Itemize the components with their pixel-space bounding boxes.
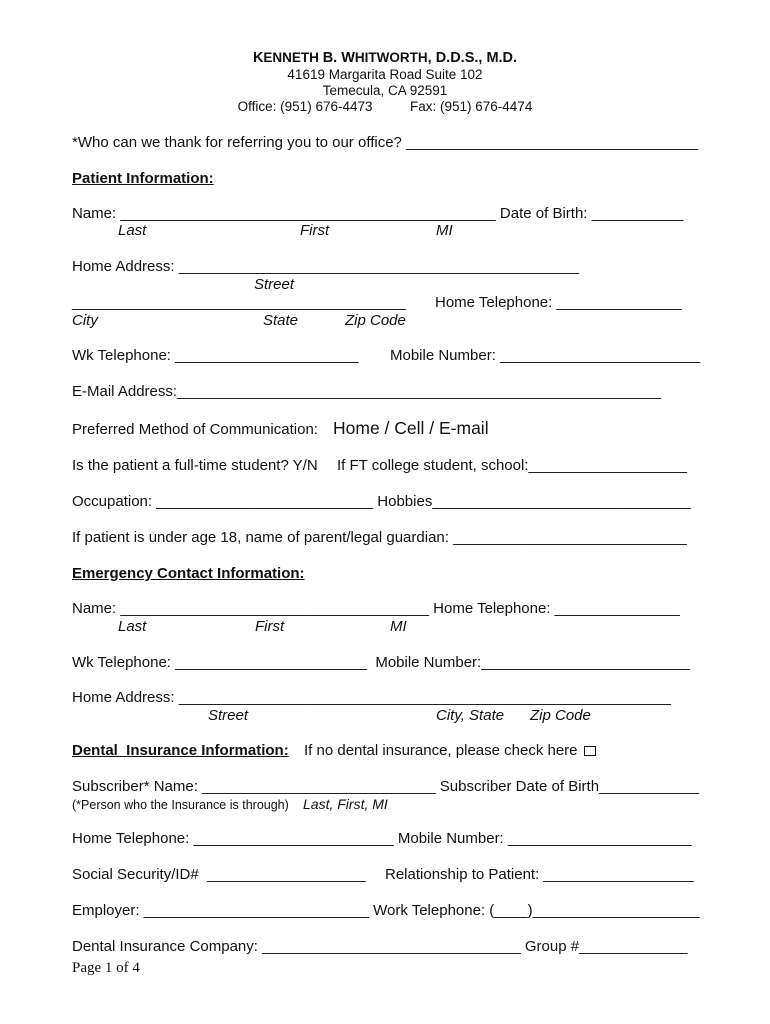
no-insurance-label: If no dental insurance, please check here: [304, 742, 578, 759]
patient-name-field[interactable]: Name: _____________________________________________ Date of Birth: ___________: [72, 205, 684, 222]
practice-address-line1: 41619 Margarita Road Suite 102: [287, 67, 483, 82]
referral-field[interactable]: *Who can we thank for referring you to our office? ___________________________________: [72, 134, 699, 151]
practice-name-part: B. W: [322, 50, 355, 66]
subscriber-home-mobile-field[interactable]: Home Telephone: ________________________ Mobile Number: ______________________: [72, 830, 692, 847]
emergency-mi-label: MI: [390, 618, 407, 635]
no-insurance-checkbox[interactable]: [584, 746, 596, 756]
patient-mobile-field[interactable]: Mobile Number: ________________________: [390, 347, 701, 364]
practice-name-part: K: [252, 50, 264, 66]
patient-state-label: State: [263, 312, 299, 329]
ssn-field[interactable]: Social Security/ID# ___________________: [72, 866, 366, 883]
emergency-home-address-field[interactable]: Home Address: ___________________________________________________________: [72, 689, 671, 706]
practice-name: [0, 49, 770, 67]
relationship-field[interactable]: Relationship to Patient: __________________: [385, 866, 694, 883]
preferred-communication-label: Preferred Method of Communication:: [72, 421, 318, 438]
practice-name-part: , D.D.S., M.D.: [427, 50, 518, 66]
patient-city-state-zip-field[interactable]: ________________________________________: [72, 294, 406, 311]
full-time-student-field[interactable]: Is the patient a full-time student? Y/N: [72, 457, 318, 474]
patient-wk-telephone-field[interactable]: Wk Telephone: ______________________: [72, 347, 359, 364]
emergency-name-field[interactable]: Name: _____________________________________ Home Telephone: _______________: [72, 600, 680, 617]
patient-info-heading: Patient Information:: [72, 170, 214, 187]
insurance-company-group-field[interactable]: Dental Insurance Company: _______________________________ Group #_____________: [72, 938, 688, 955]
practice-phones: Office: (951) 676-4473 Fax: (951) 676-4474: [237, 99, 533, 114]
emergency-contact-heading: Emergency Contact Information:: [72, 565, 305, 582]
dental-insurance-heading: Dental Insurance Information:: [72, 742, 289, 759]
patient-name-mi-label: MI: [436, 222, 453, 239]
patient-home-address-field[interactable]: Home Address: ________________________________________________: [72, 258, 580, 275]
page-number: Page 1 of 4: [72, 960, 140, 976]
preferred-communication-options[interactable]: Home / Cell / E-mail: [333, 418, 489, 438]
emergency-wk-mobile-field[interactable]: Wk Telephone: _______________________ Mobile Number:_________________________: [72, 654, 690, 671]
emergency-last-label: Last: [118, 618, 147, 635]
patient-zip-label: Zip Code: [345, 312, 406, 329]
practice-name-part: HITWORTH: [354, 50, 428, 65]
college-school-field[interactable]: If FT college student, school:___________________: [337, 457, 687, 474]
patient-name-last-label: Last: [118, 222, 147, 239]
employer-work-telephone-field[interactable]: Employer: ___________________________ Work Telephone: (____)____________________: [72, 902, 700, 919]
practice-address-line2: Temecula, CA 92591: [322, 83, 448, 98]
subscriber-note: (*Person who the Insurance is through): [72, 798, 289, 812]
emergency-city-state-label: City, State: [436, 707, 505, 724]
patient-city-label: City: [72, 312, 98, 329]
patient-home-telephone-field[interactable]: Home Telephone: _______________: [435, 294, 682, 311]
practice-name-part: ENNETH: [263, 50, 323, 65]
emergency-first-label: First: [255, 618, 285, 635]
guardian-field[interactable]: If patient is under age 18, name of parent/legal guardian: ____________________________: [72, 529, 687, 546]
patient-street-label: Street: [254, 276, 295, 293]
occupation-hobbies-field[interactable]: Occupation: __________________________ Hobbies_______________________________: [72, 493, 691, 510]
subscriber-name-order-label: Last, First, MI: [303, 796, 388, 812]
patient-name-first-label: First: [300, 222, 330, 239]
patient-email-field[interactable]: E-Mail Address:__________________________________________________________: [72, 383, 661, 400]
subscriber-name-field[interactable]: Subscriber* Name: ____________________________ Subscriber Date of Birth____________: [72, 778, 700, 795]
emergency-street-label: Street: [208, 707, 249, 724]
emergency-zip-label: Zip Code: [530, 707, 591, 724]
